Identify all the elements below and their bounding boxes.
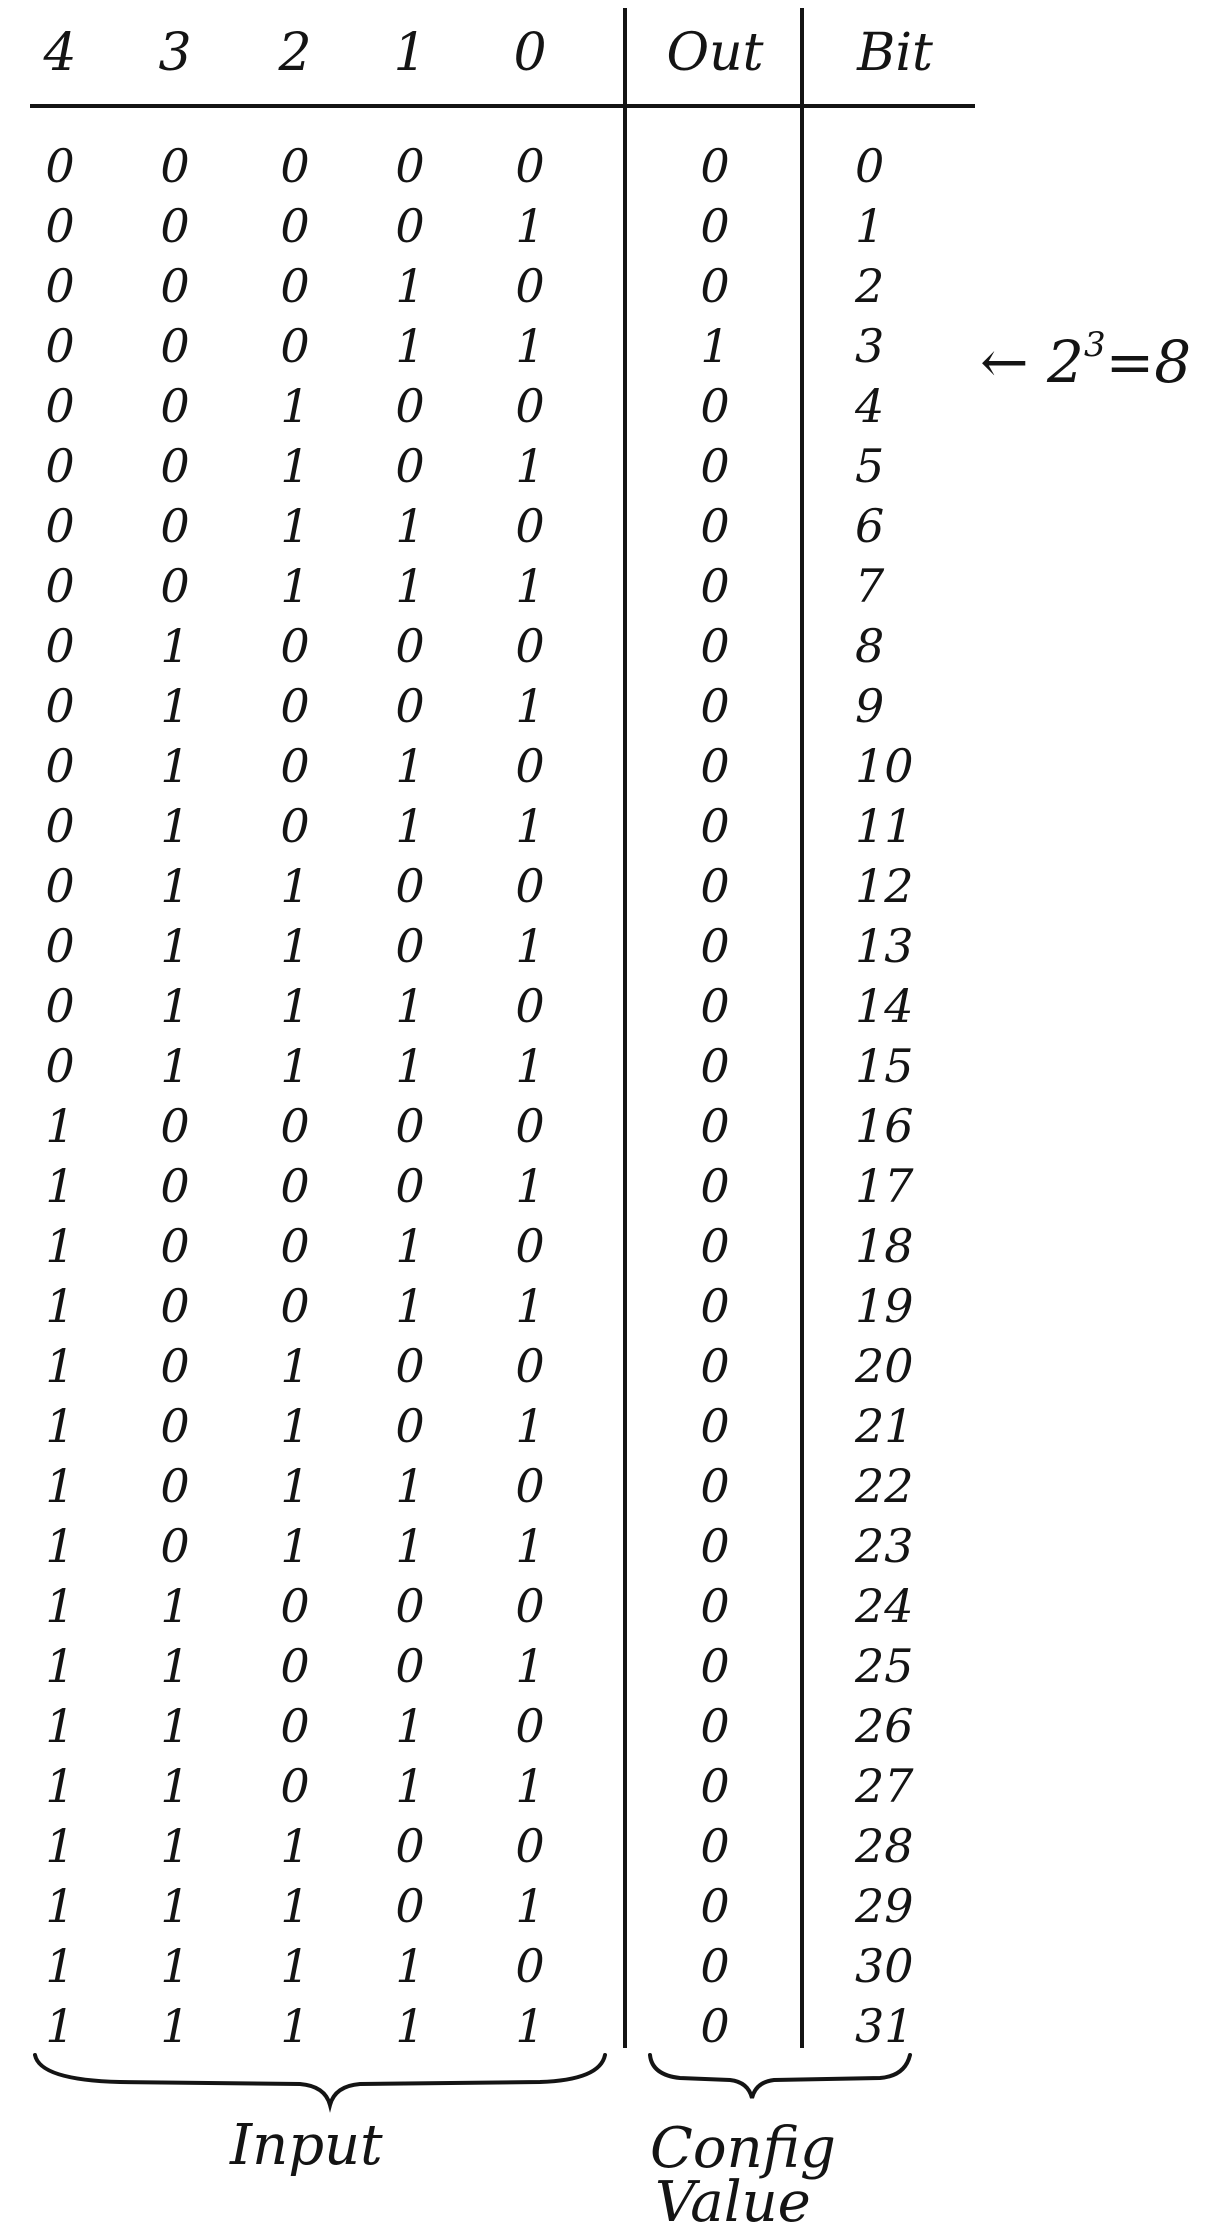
input-bit-cell: 1 <box>160 1699 190 1753</box>
annotation-exponent: 3 <box>1083 325 1106 365</box>
input-bit-cell: 0 <box>515 1819 545 1873</box>
out-cell: 0 <box>700 859 730 913</box>
bit-index-cell: 1 <box>855 199 885 253</box>
table-row <box>0 1936 914 1996</box>
out-cell: 0 <box>700 199 730 253</box>
power-annotation <box>980 310 1191 397</box>
input-bit-cell: 0 <box>395 1639 425 1693</box>
input-bit-cell: 1 <box>45 1699 75 1753</box>
input-bit-cell: 1 <box>280 1039 310 1093</box>
input-bit-cell: 1 <box>515 1279 545 1333</box>
input-bit-cell: 1 <box>160 1879 190 1933</box>
table-row <box>0 1096 914 1156</box>
input-bit-cell: 0 <box>395 1399 425 1453</box>
input-bit-cell: 1 <box>280 1879 310 1933</box>
input-bit-cell: 1 <box>160 979 190 1033</box>
input-bit-cell: 1 <box>395 1279 425 1333</box>
input-bit-cell: 1 <box>45 1639 75 1693</box>
input-bit-cell: 1 <box>280 979 310 1033</box>
input-bit-cell: 0 <box>280 619 310 673</box>
input-bit-cell: 1 <box>515 799 545 853</box>
table-row <box>0 316 900 376</box>
out-cell: 0 <box>700 1159 730 1213</box>
input-bit-cell: 1 <box>160 679 190 733</box>
table-row <box>0 1216 914 1276</box>
table-row <box>0 796 914 856</box>
bit-index-cell: 23 <box>855 1519 914 1573</box>
bit-index-cell: 6 <box>855 499 885 553</box>
input-bit-cell: 1 <box>515 1399 545 1453</box>
out-cell: 0 <box>700 1519 730 1573</box>
out-cell: 0 <box>700 1099 730 1153</box>
input-bit-cell: 0 <box>45 559 75 613</box>
input-bit-cell: 1 <box>280 1519 310 1573</box>
bit-index-cell: 19 <box>855 1279 914 1333</box>
input-bit-cell: 1 <box>160 1819 190 1873</box>
input-bit-cell: 0 <box>395 379 425 433</box>
out-cell: 0 <box>700 1579 730 1633</box>
table-row <box>0 1816 914 1876</box>
table-row <box>0 436 900 496</box>
out-cell: 0 <box>700 1339 730 1393</box>
input-bit-cell: 1 <box>395 1519 425 1573</box>
config-label-line2: Value <box>655 2170 811 2235</box>
input-bit-cell: 0 <box>160 1159 190 1213</box>
input-bit-cell: 0 <box>280 139 310 193</box>
table-row <box>0 1516 914 1576</box>
bit-index-cell: 27 <box>855 1759 914 1813</box>
table-row <box>0 256 900 316</box>
input-bit-cell: 1 <box>395 499 425 553</box>
out-cell: 0 <box>700 259 730 313</box>
bit-index-cell: 10 <box>855 739 914 793</box>
out-cell: 0 <box>700 739 730 793</box>
input-bit-cell: 0 <box>45 259 75 313</box>
out-cell: 0 <box>700 1699 730 1753</box>
input-bit-cell: 1 <box>515 679 545 733</box>
out-cell: 0 <box>700 619 730 673</box>
input-bit-cell: 1 <box>515 1999 545 2053</box>
input-bit-cell: 0 <box>280 319 310 373</box>
input-bit-cell: 1 <box>515 1519 545 1573</box>
bit-index-cell: 16 <box>855 1099 914 1153</box>
input-bit-cell: 0 <box>395 1099 425 1153</box>
table-row <box>0 1456 914 1516</box>
table-row <box>0 736 914 796</box>
out-cell: 0 <box>700 559 730 613</box>
table-row <box>0 1996 914 2056</box>
table-row <box>0 1576 914 1636</box>
input-bit-cell: 0 <box>45 1039 75 1093</box>
input-bit-cell: 0 <box>515 739 545 793</box>
out-cell: 0 <box>700 1939 730 1993</box>
input-bit-cell: 0 <box>280 259 310 313</box>
table-row <box>0 1696 914 1756</box>
input-bit-cell: 1 <box>45 1819 75 1873</box>
arrow-left-icon: ← <box>980 328 1029 396</box>
header-input-1b: 1 <box>393 23 427 83</box>
input-bit-cell: 1 <box>515 1639 545 1693</box>
input-bit-cell: 1 <box>160 1579 190 1633</box>
header-out: Out <box>666 23 764 83</box>
input-bit-cell: 1 <box>45 1399 75 1453</box>
input-bit-cell: 1 <box>45 1459 75 1513</box>
input-bit-cell: 0 <box>45 619 75 673</box>
input-bit-cell: 0 <box>45 439 75 493</box>
input-bit-cell: 1 <box>45 1939 75 1993</box>
input-bit-cell: 1 <box>280 1339 310 1393</box>
input-bit-cell: 1 <box>515 1879 545 1933</box>
input-bit-cell: 1 <box>395 1999 425 2053</box>
config-brace-icon <box>650 2055 910 2098</box>
bit-index-cell: 8 <box>855 619 885 673</box>
table-row <box>0 1636 914 1696</box>
input-bit-cell: 1 <box>280 499 310 553</box>
out-cell: 0 <box>700 499 730 553</box>
input-bit-cell: 0 <box>395 1819 425 1873</box>
input-bit-cell: 0 <box>395 1579 425 1633</box>
header-input-3: 3 <box>158 23 192 83</box>
input-bit-cell: 1 <box>515 199 545 253</box>
table-row <box>0 136 900 196</box>
input-bit-cell: 0 <box>515 1339 545 1393</box>
bit-index-cell: 11 <box>855 799 914 853</box>
input-bit-cell: 1 <box>160 1039 190 1093</box>
input-bit-cell: 1 <box>395 799 425 853</box>
input-bit-cell: 0 <box>160 259 190 313</box>
input-bit-cell: 0 <box>280 1639 310 1693</box>
input-bit-cell: 1 <box>280 1819 310 1873</box>
header-underline <box>30 104 975 108</box>
input-bit-cell: 0 <box>280 1759 310 1813</box>
input-bit-cell: 0 <box>280 1159 310 1213</box>
table-row <box>0 676 900 736</box>
input-bit-cell: 0 <box>395 859 425 913</box>
input-bit-cell: 1 <box>280 1459 310 1513</box>
input-bit-cell: 0 <box>160 379 190 433</box>
input-bit-cell: 0 <box>280 1279 310 1333</box>
input-bit-cell: 0 <box>395 139 425 193</box>
bit-index-cell: 13 <box>855 919 914 973</box>
input-bit-cell: 0 <box>395 1159 425 1213</box>
out-cell: 0 <box>700 679 730 733</box>
input-bit-cell: 0 <box>515 859 545 913</box>
input-bit-cell: 1 <box>45 1999 75 2053</box>
input-bit-cell: 1 <box>515 439 545 493</box>
input-bit-cell: 0 <box>280 1219 310 1273</box>
table-row <box>0 916 914 976</box>
input-bit-cell: 1 <box>395 1759 425 1813</box>
input-bit-cell: 0 <box>45 979 75 1033</box>
input-bit-cell: 0 <box>160 1099 190 1153</box>
bit-index-cell: 14 <box>855 979 914 1033</box>
table-row <box>0 1276 914 1336</box>
input-bit-cell: 1 <box>45 1159 75 1213</box>
input-bit-cell: 0 <box>160 1519 190 1573</box>
input-bit-cell: 1 <box>160 799 190 853</box>
input-bit-cell: 1 <box>395 1039 425 1093</box>
input-bit-cell: 0 <box>45 679 75 733</box>
input-bit-cell: 1 <box>160 1759 190 1813</box>
bit-index-cell: 15 <box>855 1039 914 1093</box>
input-bit-cell: 0 <box>515 619 545 673</box>
input-bit-cell: 0 <box>45 859 75 913</box>
input-bit-cell: 0 <box>395 919 425 973</box>
input-bit-cell: 0 <box>395 1339 425 1393</box>
out-cell: 0 <box>700 1639 730 1693</box>
input-bit-cell: 1 <box>280 1999 310 2053</box>
input-bit-cell: 1 <box>515 1039 545 1093</box>
input-bit-cell: 0 <box>395 439 425 493</box>
input-brace-icon <box>35 2055 605 2105</box>
input-bit-cell: 0 <box>515 259 545 313</box>
input-bit-cell: 1 <box>395 739 425 793</box>
input-bit-cell: 1 <box>280 919 310 973</box>
input-bit-cell: 1 <box>395 1459 425 1513</box>
input-bit-cell: 0 <box>395 1879 425 1933</box>
header-input-2: 2 <box>278 23 312 83</box>
bit-index-cell: 26 <box>855 1699 914 1753</box>
out-cell: 0 <box>700 1999 730 2053</box>
input-bit-cell: 0 <box>160 1279 190 1333</box>
input-bit-cell: 1 <box>515 1159 545 1213</box>
bit-index-cell: 9 <box>855 679 885 733</box>
bit-index-cell: 24 <box>855 1579 914 1633</box>
table-row <box>0 196 900 256</box>
input-bit-cell: 1 <box>160 1999 190 2053</box>
input-bit-cell: 1 <box>160 739 190 793</box>
header-bit: Bit <box>857 23 933 83</box>
input-label: Input <box>230 2113 383 2178</box>
bit-index-cell: 29 <box>855 1879 914 1933</box>
out-cell: 0 <box>700 1819 730 1873</box>
out-cell: 0 <box>700 1219 730 1273</box>
input-bit-cell: 1 <box>395 559 425 613</box>
input-bit-cell: 1 <box>395 319 425 373</box>
input-bit-cell: 0 <box>395 679 425 733</box>
bit-index-cell: 17 <box>855 1159 914 1213</box>
input-bit-cell: 0 <box>45 499 75 553</box>
input-bit-cell: 0 <box>45 319 75 373</box>
bit-index-cell: 25 <box>855 1639 914 1693</box>
input-bit-cell: 0 <box>45 739 75 793</box>
input-bit-cell: 0 <box>280 1699 310 1753</box>
input-bit-cell: 1 <box>160 1639 190 1693</box>
input-bit-cell: 1 <box>395 1939 425 1993</box>
input-bit-cell: 1 <box>45 1759 75 1813</box>
input-bit-cell: 0 <box>515 1099 545 1153</box>
out-cell: 0 <box>700 799 730 853</box>
input-bit-cell: 0 <box>45 919 75 973</box>
out-cell: 0 <box>700 1399 730 1453</box>
header-input-0: 0 <box>513 23 547 83</box>
out-cell: 0 <box>700 439 730 493</box>
bit-index-cell: 0 <box>855 139 885 193</box>
out-cell: 0 <box>700 1759 730 1813</box>
input-bit-cell: 0 <box>160 1339 190 1393</box>
out-cell: 0 <box>700 919 730 973</box>
out-cell: 0 <box>700 1039 730 1093</box>
bit-index-cell: 22 <box>855 1459 914 1513</box>
input-bit-cell: 0 <box>160 499 190 553</box>
out-cell: 0 <box>700 139 730 193</box>
input-bit-cell: 0 <box>395 619 425 673</box>
input-bit-cell: 1 <box>280 439 310 493</box>
config-label-line1: Config <box>650 2116 836 2181</box>
bit-index-cell: 18 <box>855 1219 914 1273</box>
input-bit-cell: 0 <box>280 799 310 853</box>
input-bit-cell: 0 <box>280 739 310 793</box>
annotation-result: =8 <box>1105 328 1192 396</box>
input-bit-cell: 1 <box>280 859 310 913</box>
bit-index-cell: 30 <box>855 1939 914 1993</box>
out-cell: 0 <box>700 1879 730 1933</box>
out-cell: 0 <box>700 1459 730 1513</box>
input-bit-cell: 1 <box>395 1219 425 1273</box>
bit-index-cell: 4 <box>855 379 885 433</box>
input-bit-cell: 1 <box>45 1579 75 1633</box>
bit-index-cell: 7 <box>855 559 885 613</box>
out-cell: 1 <box>700 319 730 373</box>
input-bit-cell: 1 <box>515 1759 545 1813</box>
out-cell: 0 <box>700 979 730 1033</box>
input-bit-cell: 0 <box>45 379 75 433</box>
bit-index-cell: 12 <box>855 859 914 913</box>
input-bit-cell: 0 <box>160 319 190 373</box>
input-bit-cell: 0 <box>160 439 190 493</box>
input-bit-cell: 1 <box>515 919 545 973</box>
table-row <box>0 856 914 916</box>
header-input-4: 4 <box>43 23 77 83</box>
input-bit-cell: 0 <box>160 1219 190 1273</box>
annotation-base: 2 <box>1047 328 1084 396</box>
input-bit-cell: 0 <box>280 199 310 253</box>
table-row <box>0 616 900 676</box>
input-bit-cell: 0 <box>515 1699 545 1753</box>
input-bit-cell: 0 <box>160 1459 190 1513</box>
table-row <box>0 1396 914 1456</box>
input-bit-cell: 1 <box>45 1519 75 1573</box>
table-row <box>0 976 914 1036</box>
input-bit-cell: 1 <box>45 1879 75 1933</box>
input-bit-cell: 0 <box>160 139 190 193</box>
input-bit-cell: 0 <box>515 979 545 1033</box>
table-row <box>0 1156 914 1216</box>
input-bit-cell: 0 <box>280 1579 310 1633</box>
input-bit-cell: 1 <box>45 1219 75 1273</box>
input-bit-cell: 1 <box>45 1339 75 1393</box>
input-bit-cell: 0 <box>45 799 75 853</box>
table-row <box>0 1756 914 1816</box>
input-bit-cell: 0 <box>515 139 545 193</box>
input-bit-cell: 0 <box>515 1579 545 1633</box>
input-bit-cell: 1 <box>45 1099 75 1153</box>
input-bit-cell: 0 <box>515 499 545 553</box>
bit-index-cell: 5 <box>855 439 885 493</box>
input-bit-cell: 0 <box>280 679 310 733</box>
input-bit-cell: 1 <box>280 559 310 613</box>
input-bit-cell: 1 <box>45 1279 75 1333</box>
input-bit-cell: 0 <box>280 1099 310 1153</box>
input-bit-cell: 0 <box>515 1459 545 1513</box>
bit-index-cell: 20 <box>855 1339 914 1393</box>
bit-index-cell: 31 <box>855 1999 914 2053</box>
input-bit-cell: 1 <box>160 919 190 973</box>
input-bit-cell: 1 <box>395 1699 425 1753</box>
table-row <box>0 376 900 436</box>
input-bit-cell: 0 <box>160 199 190 253</box>
input-bit-cell: 0 <box>515 1939 545 1993</box>
table-row <box>0 556 900 616</box>
input-bit-cell: 0 <box>515 379 545 433</box>
input-bit-cell: 1 <box>160 619 190 673</box>
input-bit-cell: 1 <box>515 319 545 373</box>
input-bit-cell: 1 <box>395 979 425 1033</box>
input-bit-cell: 1 <box>280 1939 310 1993</box>
table-row <box>0 496 900 556</box>
input-bit-cell: 0 <box>515 1219 545 1273</box>
input-bit-cell: 1 <box>160 859 190 913</box>
bit-index-cell: 21 <box>855 1399 914 1453</box>
input-bit-cell: 0 <box>45 139 75 193</box>
table-row <box>0 1336 914 1396</box>
input-bit-cell: 0 <box>160 1399 190 1453</box>
input-bit-cell: 1 <box>160 1939 190 1993</box>
input-bit-cell: 0 <box>395 199 425 253</box>
input-bit-cell: 1 <box>515 559 545 613</box>
bit-index-cell: 28 <box>855 1819 914 1873</box>
input-bit-cell: 1 <box>395 259 425 313</box>
table-row <box>0 1036 914 1096</box>
input-bit-cell: 0 <box>45 199 75 253</box>
input-bit-cell: 1 <box>280 379 310 433</box>
bit-index-cell: 3 <box>855 319 885 373</box>
table-row <box>0 1876 914 1936</box>
out-cell: 0 <box>700 379 730 433</box>
input-bit-cell: 1 <box>280 1399 310 1453</box>
bit-index-cell: 2 <box>855 259 885 313</box>
input-bit-cell: 0 <box>160 559 190 613</box>
out-cell: 0 <box>700 1279 730 1333</box>
